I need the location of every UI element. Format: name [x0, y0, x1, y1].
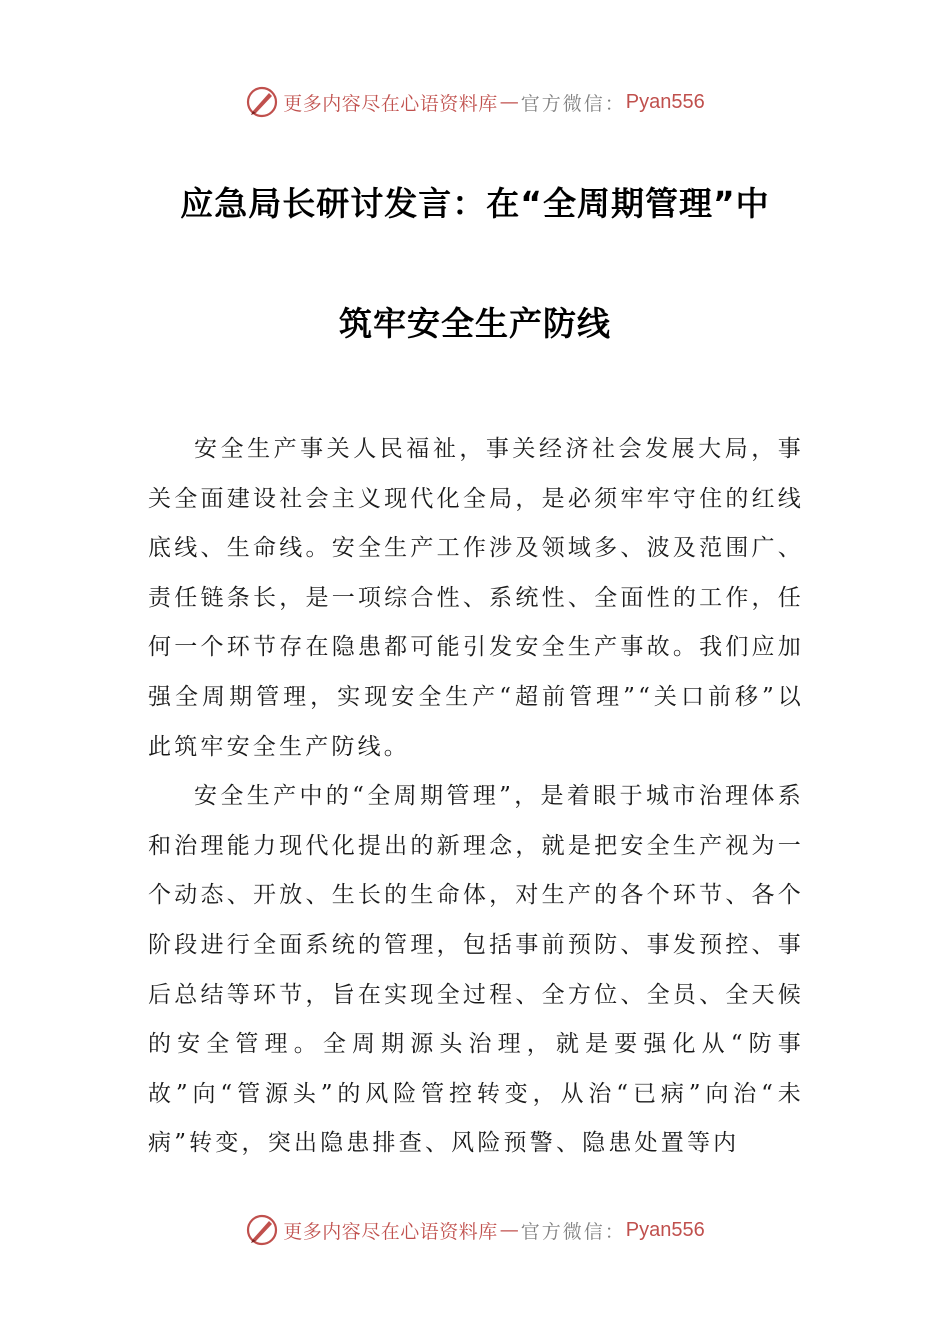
body-paragraph: 安全生产事关人民福祉，事关经济社会发展大局，事关全面建设社会主义现代化全局，是必须牢牢守住的红线底线、生命线。安全生产工作涉及领域多、波及范围广、责任链条长，是一项综合性、系统性、全面性的工作，任何一个环节存在隐患都可能引发安全生产事故。我们应加强全周期管理，实现安全生产“超前管理”“关口前移”以此筑牢安全生产防线。: [148, 436, 804, 760]
watermark-brand-text: 更多内容尽在心语资料库: [283, 92, 498, 115]
watermark-dash: —: [499, 1219, 519, 1241]
watermark-official-label: 官方微信：: [520, 1220, 626, 1243]
watermark-official-label: 官方微信：: [520, 92, 626, 115]
watermark-wechat-id: Pyan556: [625, 1218, 705, 1241]
document-body: [148, 425, 804, 1169]
watermark-brand-text: 更多内容尽在心语资料库: [283, 1220, 498, 1243]
header-watermark-banner: [0, 82, 950, 122]
quill-logo-icon: [245, 1213, 279, 1247]
document-title-line-2: 筑牢安全生产防线: [339, 304, 611, 343]
watermark-wechat-id: Pyan556: [625, 90, 705, 113]
document-title-line-1: 应急局长研讨发言：在“全周期管理”中: [180, 184, 770, 223]
quill-logo-icon: [245, 85, 279, 119]
footer-watermark-banner: [0, 1210, 950, 1250]
watermark-dash: —: [499, 91, 519, 113]
body-paragraph: 安全生产中的“全周期管理”，是着眼于城市治理体系和治理能力现代化提出的新理念，就是把安全生产视为一个动态、开放、生长的生命体，对生产的各个环节、各个阶段进行全面系统的管理，包括事前预防、事发预控、事后总结等环节，旨在实现全过程、全方位、全员、全天候的安全管理。全周期源头治理，就是要强化从“防事故”向“管源头”的风险管控转变，从治“已病”向治“未病”转变，突出隐患排查、风险预警、隐患处置等内: [148, 783, 804, 1157]
